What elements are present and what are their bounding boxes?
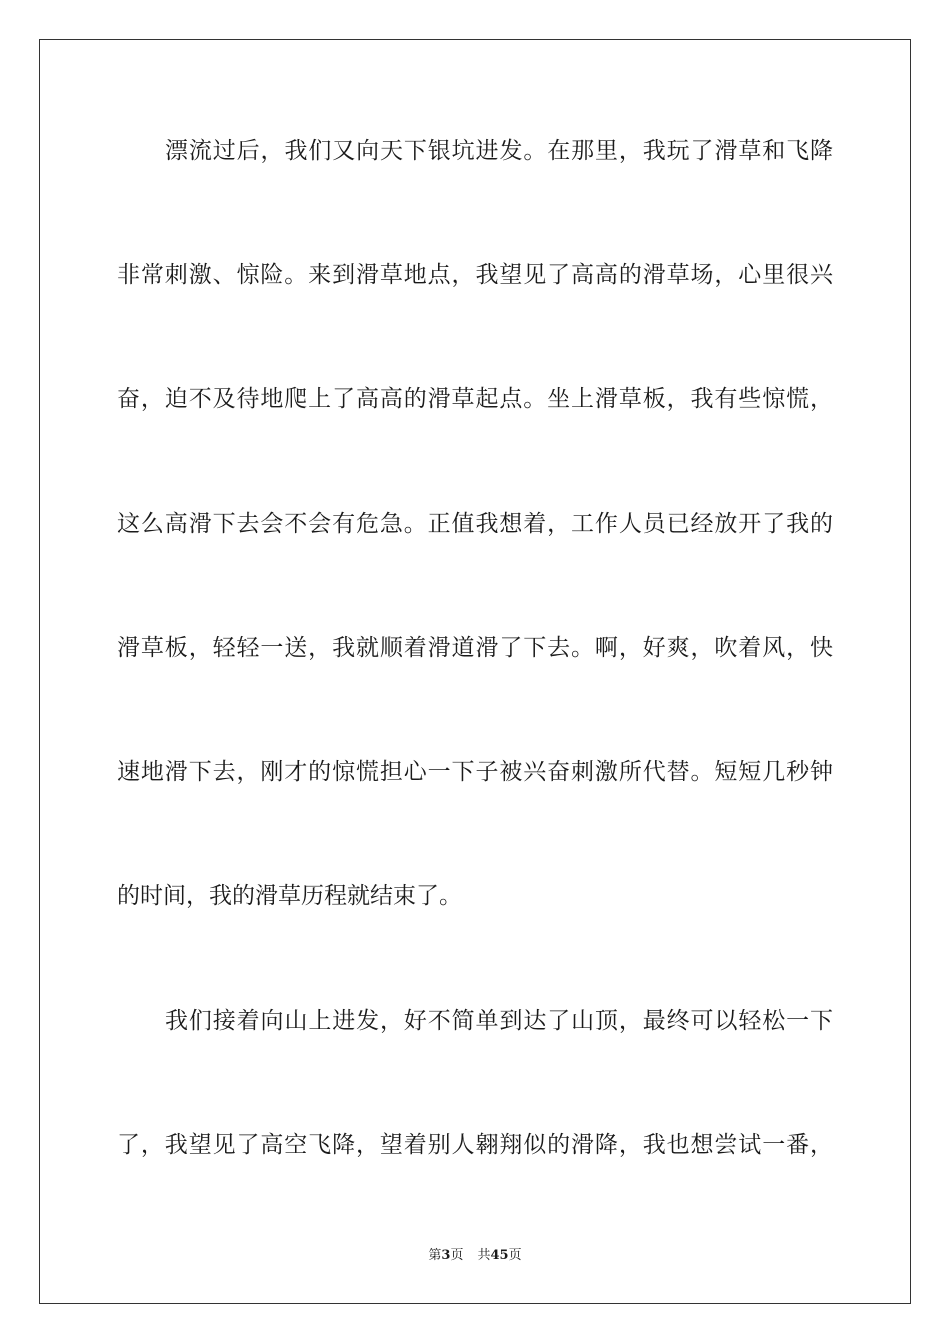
paragraph-2-line-2: 了，我望见了高空飞降，望着别人翱翔似的滑降，我也想尝试一番， [117, 1132, 833, 1158]
total-prefix: 共 [477, 1248, 491, 1263]
page-number: 3 [441, 1248, 451, 1263]
page-frame [39, 39, 911, 1304]
total-pages: 45 [490, 1248, 509, 1263]
page-footer [0, 1247, 950, 1265]
paragraph-1-line-1: 漂流过后，我们又向天下银坑进发。在那里，我玩了滑草和飞降 [165, 138, 833, 164]
paragraph-1-line-2: 非常刺激、惊险。来到滑草地点，我望见了高高的滑草场，心里很兴 [117, 262, 833, 288]
page-prefix: 第 [428, 1248, 442, 1263]
paragraph-1-line-4: 这么高滑下去会不会有危急。正值我想着，工作人员已经放开了我的 [117, 511, 833, 537]
paragraph-1-line-6: 速地滑下去，刚才的惊慌担心一下子被兴奋刺激所代替。短短几秒钟 [117, 759, 833, 785]
total-suffix: 页 [508, 1248, 522, 1263]
paragraph-1-line-5: 滑草板，轻轻一送，我就顺着滑道滑了下去。啊，好爽，吹着风，快 [117, 635, 833, 661]
paragraph-2-line-1: 我们接着向山上进发，好不简单到达了山顶，最终可以轻松一下 [165, 1008, 833, 1034]
page-suffix: 页 [450, 1248, 464, 1263]
paragraph-1-line-3: 奋，迫不及待地爬上了高高的滑草起点。坐上滑草板，我有些惊慌， [117, 386, 833, 412]
paragraph-1-line-7: 的时间，我的滑草历程就结束了。 [117, 883, 462, 909]
